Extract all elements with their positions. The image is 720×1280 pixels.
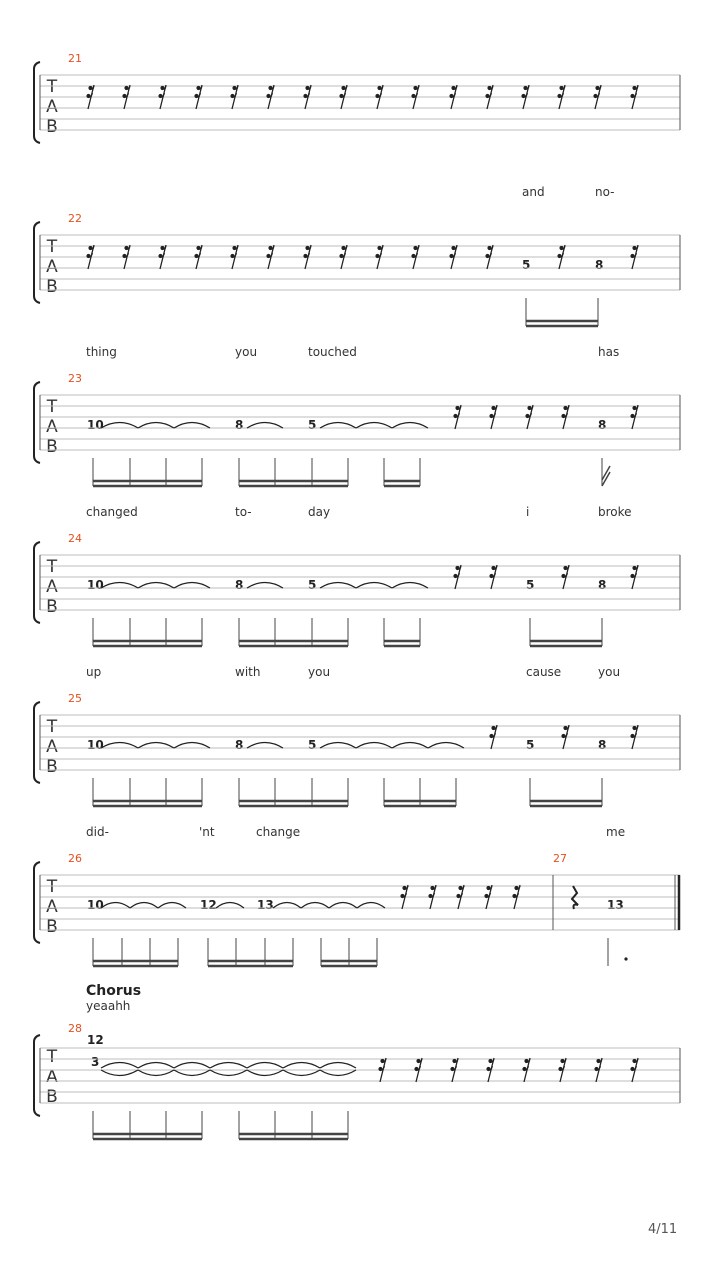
fret-number: 5 (308, 738, 317, 752)
fret-number: 12 (87, 1033, 104, 1047)
fret-number: 8 (235, 578, 244, 592)
note-flag (602, 466, 610, 486)
tab-clef: T A B (46, 557, 58, 617)
lyric-syllable: change (256, 825, 301, 839)
fret-number: 3 (91, 1055, 100, 1069)
lyric-syllable: and (522, 185, 545, 199)
fret-number: 5 (526, 738, 535, 752)
fret-number: 8 (598, 738, 607, 752)
tie-arc (138, 1070, 174, 1076)
fret-number: 8 (235, 738, 244, 752)
tie-arc (247, 423, 283, 429)
lyric-syllable: up (86, 665, 102, 679)
tie-arc (320, 1063, 356, 1069)
lyric-syllable: cause (526, 665, 562, 679)
fret-number: 5 (522, 258, 531, 272)
tie-arc (210, 1063, 247, 1069)
system-bracket (34, 542, 40, 623)
tie-arc (283, 1070, 320, 1076)
page-number: 4/11 (648, 1222, 678, 1237)
measure-number: 22 (68, 212, 82, 225)
lyric-syllable: you (235, 345, 258, 359)
fret-number: 10 (87, 578, 104, 592)
tie-arc (138, 423, 174, 429)
system-bracket (34, 1035, 40, 1116)
tie-arc (247, 1070, 283, 1076)
tab-clef: T A B (46, 717, 58, 777)
tie-arc (174, 423, 210, 429)
fret-number: 5 (308, 578, 317, 592)
tie-arc (392, 423, 428, 429)
measure-number: 24 (68, 532, 82, 545)
tie-arc (174, 1070, 210, 1076)
system-bracket (34, 62, 40, 143)
dot (624, 957, 627, 960)
lyric-syllable: me (606, 825, 626, 839)
tie-arc (210, 1070, 247, 1076)
tie-arc (101, 423, 138, 429)
tie-arc (174, 1063, 210, 1069)
lyric-syllable: thing (86, 345, 117, 359)
tie-arc (174, 583, 210, 589)
measure-number: 28 (68, 1022, 82, 1035)
lyric-syllable: did- (86, 825, 109, 839)
tie-arc (247, 743, 283, 749)
lyric-syllable: i (526, 505, 530, 519)
tie-arc (247, 583, 283, 589)
fret-number: 13 (257, 898, 274, 912)
tie-arc (392, 583, 428, 589)
tie-arc (356, 583, 392, 589)
tie-arc (320, 583, 356, 589)
tie-arc (101, 903, 130, 909)
system-bracket (34, 862, 40, 943)
fret-number: 8 (598, 578, 607, 592)
fret-number: 10 (87, 418, 104, 432)
tie-arc (273, 903, 301, 909)
lyric-syllable: has (598, 345, 620, 359)
fret-number: 10 (87, 738, 104, 752)
fret-number: 5 (526, 578, 535, 592)
fret-number: 5 (308, 418, 317, 432)
tie-arc (428, 743, 464, 749)
lyric-syllable: no- (595, 185, 615, 199)
lyric-syllable: yeaahh (86, 999, 131, 1013)
tie-arc (130, 903, 158, 909)
tab-clef: T A B (46, 877, 58, 937)
measure-number: 26 (68, 852, 82, 865)
tie-arc (101, 743, 138, 749)
measure-number: 21 (68, 52, 82, 65)
fret-number: 12 (200, 898, 217, 912)
tab-clef: T A B (46, 1047, 58, 1107)
system-bracket (34, 702, 40, 783)
measure-number: 27 (553, 852, 567, 865)
lyric-syllable: you (308, 665, 331, 679)
tie-arc (138, 1063, 174, 1069)
fret-number: 8 (598, 418, 607, 432)
tie-arc (392, 743, 428, 749)
lyric-syllable: with (235, 665, 261, 679)
tab-clef: T A B (46, 77, 58, 137)
fret-number: 8 (235, 418, 244, 432)
system-bracket (34, 382, 40, 463)
tie-arc (101, 583, 138, 589)
measure-number: 25 (68, 692, 82, 705)
tie-arc (320, 423, 356, 429)
system-bracket (34, 222, 40, 303)
tie-arc (216, 903, 244, 909)
lyric-syllable: touched (308, 345, 357, 359)
tab-clef: T A B (46, 397, 58, 457)
lyric-syllable: 'nt (199, 825, 215, 839)
tie-arc (320, 743, 356, 749)
tie-arc (101, 1070, 138, 1076)
lyric-syllable: broke (598, 505, 632, 519)
tie-arc (329, 903, 357, 909)
tab-clef: T A B (46, 237, 58, 297)
tie-arc (138, 583, 174, 589)
tie-arc (174, 743, 210, 749)
tie-arc (138, 743, 174, 749)
tie-arc (356, 423, 392, 429)
measure-number: 23 (68, 372, 82, 385)
tie-arc (247, 1063, 283, 1069)
lyric-syllable: changed (86, 505, 138, 519)
fret-number: 8 (595, 258, 604, 272)
tie-arc (357, 903, 385, 909)
tie-arc (301, 903, 329, 909)
tie-arc (101, 1063, 138, 1069)
tie-arc (356, 743, 392, 749)
fret-number: 10 (87, 898, 104, 912)
section-title: Chorus (86, 983, 142, 999)
fret-number: 13 (607, 898, 624, 912)
tie-arc (320, 1070, 356, 1076)
lyric-syllable: day (308, 505, 331, 519)
lyric-syllable: you (598, 665, 621, 679)
lyric-syllable: to- (235, 505, 252, 519)
tie-arc (283, 1063, 320, 1069)
tie-arc (158, 903, 186, 909)
